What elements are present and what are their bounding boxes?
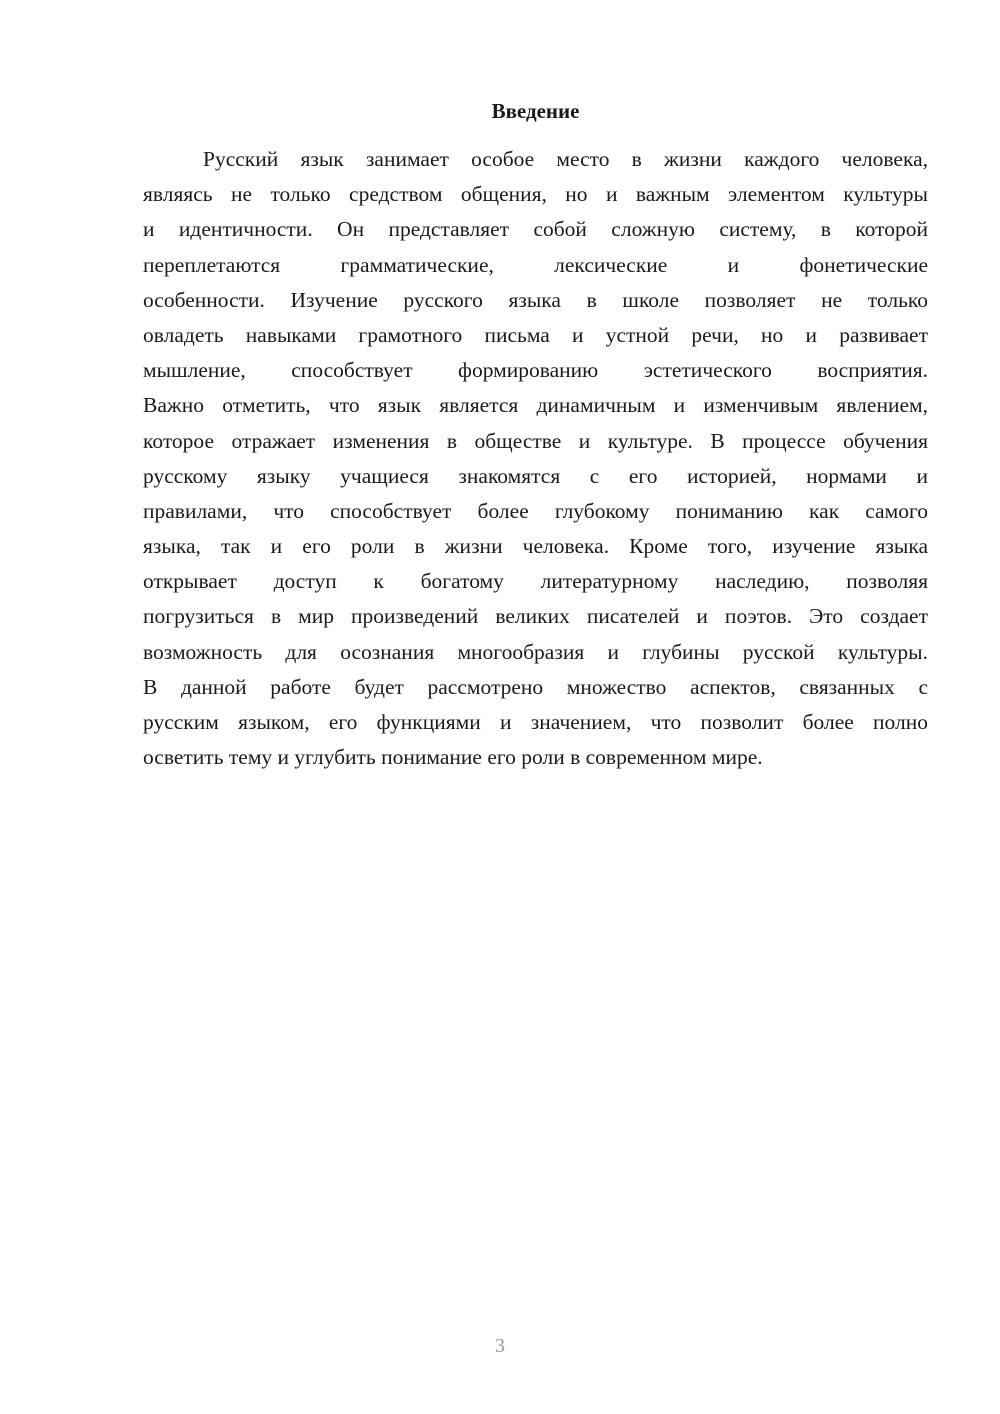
paragraph-line: особенности. Изучение русского языка в школе позволяет не только — [143, 287, 928, 312]
paragraph-line: возможность для осознания многообразия и глубины русской культуры. — [143, 639, 928, 664]
paragraph-line: и идентичности. Он представляет собой сложную систему, в которой — [143, 217, 928, 242]
paragraph-line: погрузиться в мир произведений великих писателей и поэтов. Это создает — [143, 604, 928, 629]
paragraph-line: являясь не только средством общения, но и важным элементом культуры — [143, 182, 928, 207]
paragraph-line: Важно отметить, что язык является динамичным и изменчивым явлением, — [143, 393, 928, 418]
paragraph-line: открывает доступ к богатому литературному наследию, позволяя — [143, 569, 928, 594]
paragraph-line: Русский язык занимает особое место в жизни каждого человека, — [203, 147, 928, 171]
paragraph-line: русскому языку учащиеся знакомятся с его историей, нормами и — [143, 463, 928, 488]
paragraph-line: В данной работе будет рассмотрено множество аспектов, связанных с — [143, 674, 928, 699]
paragraph-line: овладеть навыками грамотного письма и устной речи, но и развивает — [143, 322, 928, 347]
paragraph-line: языка, так и его роли в жизни человека. Кроме того, изучение языка — [143, 534, 928, 559]
body-paragraph — [143, 142, 928, 775]
paragraph-line: которое отражает изменения в обществе и культуре. В процессе обучения — [143, 428, 928, 453]
page-number: 3 — [495, 1335, 505, 1357]
paragraph-line: русским языком, его функциями и значением, что позволит более полно — [143, 710, 928, 734]
paragraph-line: правилами, что способствует более глубокому пониманию как самого — [143, 498, 928, 523]
paragraph-line: осветить тему и углубить понимание его роли в современном мире. — [143, 745, 763, 770]
paragraph-line: переплетаются грамматические, лексические и фонетические — [143, 252, 928, 277]
paragraph-line: мышление, способствует формированию эстетического восприятия. — [143, 358, 928, 383]
section-heading: Введение — [491, 99, 580, 123]
